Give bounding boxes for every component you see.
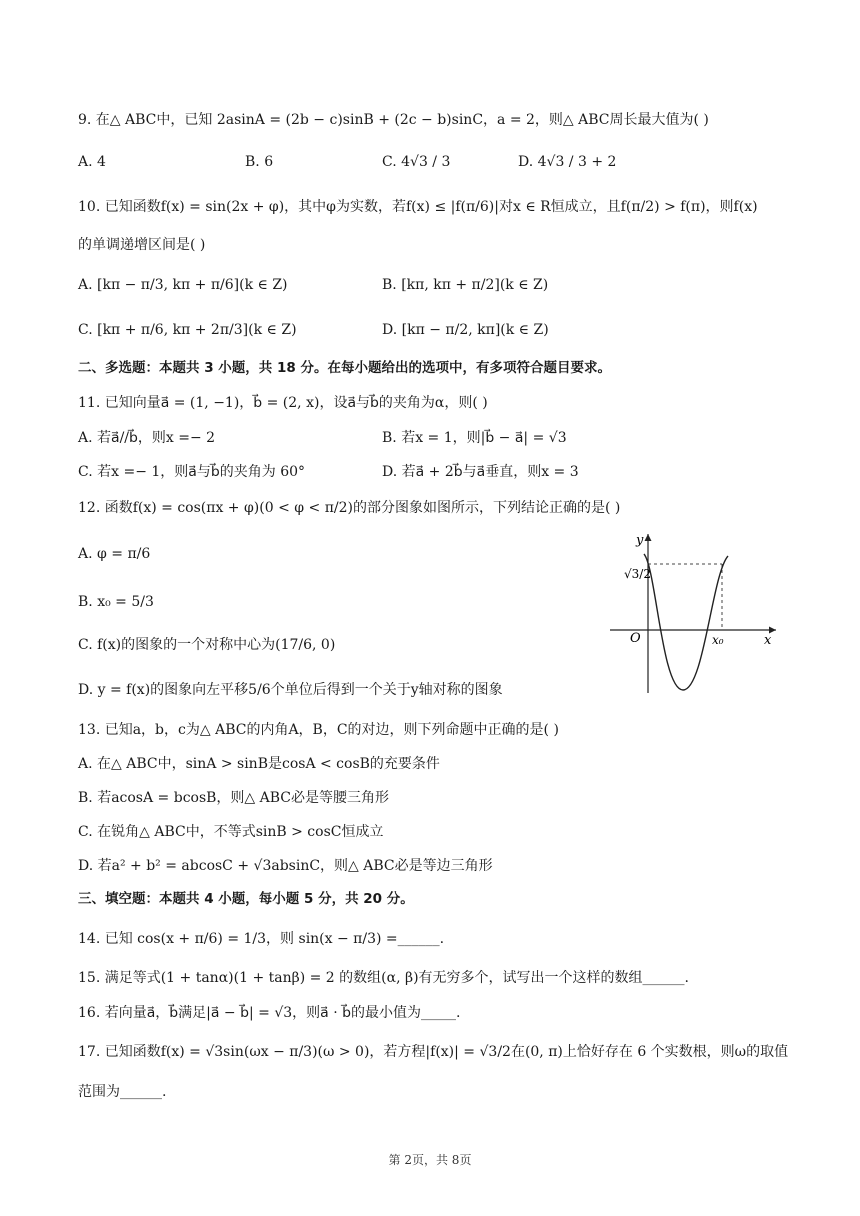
cosine-graph-figure [604,528,784,698]
q13-option-a: A. 在△ ABC中，sinA > sinB是cosA < cosB的充要条件 [78,756,440,772]
q11-option-c: C. 若x =− 1，则a⃗与b⃗的夹角为 60° [78,464,306,480]
q12-option-d: D. y = f(x)的图象向左平移5/6个单位后得到一个关于y轴对称的图象 [78,682,503,698]
cosine-curve [644,554,728,690]
q9-option-a: A. 4 [78,154,106,170]
q13-option-c: C. 在锐角△ ABC中，不等式sinB > cosC恒成立 [78,824,384,840]
x0-tick-label: x₀ [712,633,724,647]
q11-option-a: A. 若a⃗//b⃗，则x =− 2 [78,430,216,446]
q13-option-d: D. 若a² + b² = abcosC + √3absinC，则△ ABC必是等边三角形 [78,858,493,874]
q11-stem: 11. 已知向量a⃗ = (1, −1)，b⃗ = (2, x)，设a⃗与b⃗的夹角为α，则( ) [78,395,488,411]
q10-option-b: B. [kπ, kπ + π/2](k ∈ Z) [382,277,549,293]
page-footer: 第 2页，共 8页 [388,1153,472,1167]
x-axis-label: x [764,633,772,648]
origin-label: O [630,631,641,646]
q9-option-c: C. 4√3 / 3 [382,154,451,170]
q9-option-b: B. 6 [245,154,274,170]
q17-line2: 范围为______. [78,1084,167,1100]
q11-option-d: D. 若a⃗ + 2b⃗与a⃗垂直，则x = 3 [382,464,579,480]
q10-stem-line1: 10. 已知函数f(x) = sin(2x + φ)，其中φ为实数，若f(x) ≤ |f(π/6)|对x ∈ R恒成立，且f(π/2) > f(π)，则f(x) [78,199,758,215]
y-axis-label: y [636,533,644,548]
q17-line1: 17. 已知函数f(x) = √3sin(ωx − π/3)(ω > 0)，若方程|f(x)| = √3/2在(0, π)上恰好存在 6 个实数根，则ω的取值 [78,1044,789,1060]
q9-stem: 9. 在△ ABC中，已知 2asinA = (2b − c)sinB + (2c − b)sinC，a = 2，则△ ABC周长最大值为( ) [78,112,709,128]
q11-option-b: B. 若x = 1，则|b⃗ − a⃗| = √3 [382,430,567,446]
q12-option-a: A. φ = π/6 [78,546,151,562]
q16: 16. 若向量a⃗，b⃗满足|a⃗ − b⃗| = √3，则a⃗ · b⃗的最小值为_____. [78,1005,461,1021]
q12-stem: 12. 函数f(x) = cos(πx + φ)(0 < φ < π/2)的部分图象如图所示，下列结论正确的是( ) [78,500,621,516]
section-fill-in-heading: 三、填空题：本题共 4 小题，每小题 5 分，共 20 分。 [78,891,414,907]
y-tick-label: √3/2 [624,567,651,581]
q10-option-d: D. [kπ − π/2, kπ](k ∈ Z) [382,322,549,338]
q10-option-c: C. [kπ + π/6, kπ + 2π/3](k ∈ Z) [78,322,297,338]
q13-option-b: B. 若acosA = bcosB，则△ ABC必是等腰三角形 [78,790,390,806]
q10-stem-line2: 的单调递增区间是( ) [78,237,206,253]
q12-option-b: B. x₀ = 5/3 [78,594,154,610]
q12-option-c: C. f(x)的图象的一个对称中心为(17/6, 0) [78,637,336,653]
q15: 15. 满足等式(1 + tanα)(1 + tanβ) = 2 的数组(α, β)有无穷多个，试写出一个这样的数组______. [78,970,689,986]
q14: 14. 已知 cos(x + π/6) = 1/3，则 sin(x − π/3) =______. [78,931,445,947]
q9-option-d: D. 4√3 / 3 + 2 [518,154,617,170]
q13-stem: 13. 已知a，b，c为△ ABC的内角A，B，C的对边，则下列命题中正确的是( ) [78,722,559,738]
section-multiple-choice-heading: 二、多选题：本题共 3 小题，共 18 分。在每小题给出的选项中，有多项符合题目要求。 [78,360,611,376]
q10-option-a: A. [kπ − π/3, kπ + π/6](k ∈ Z) [78,277,288,293]
